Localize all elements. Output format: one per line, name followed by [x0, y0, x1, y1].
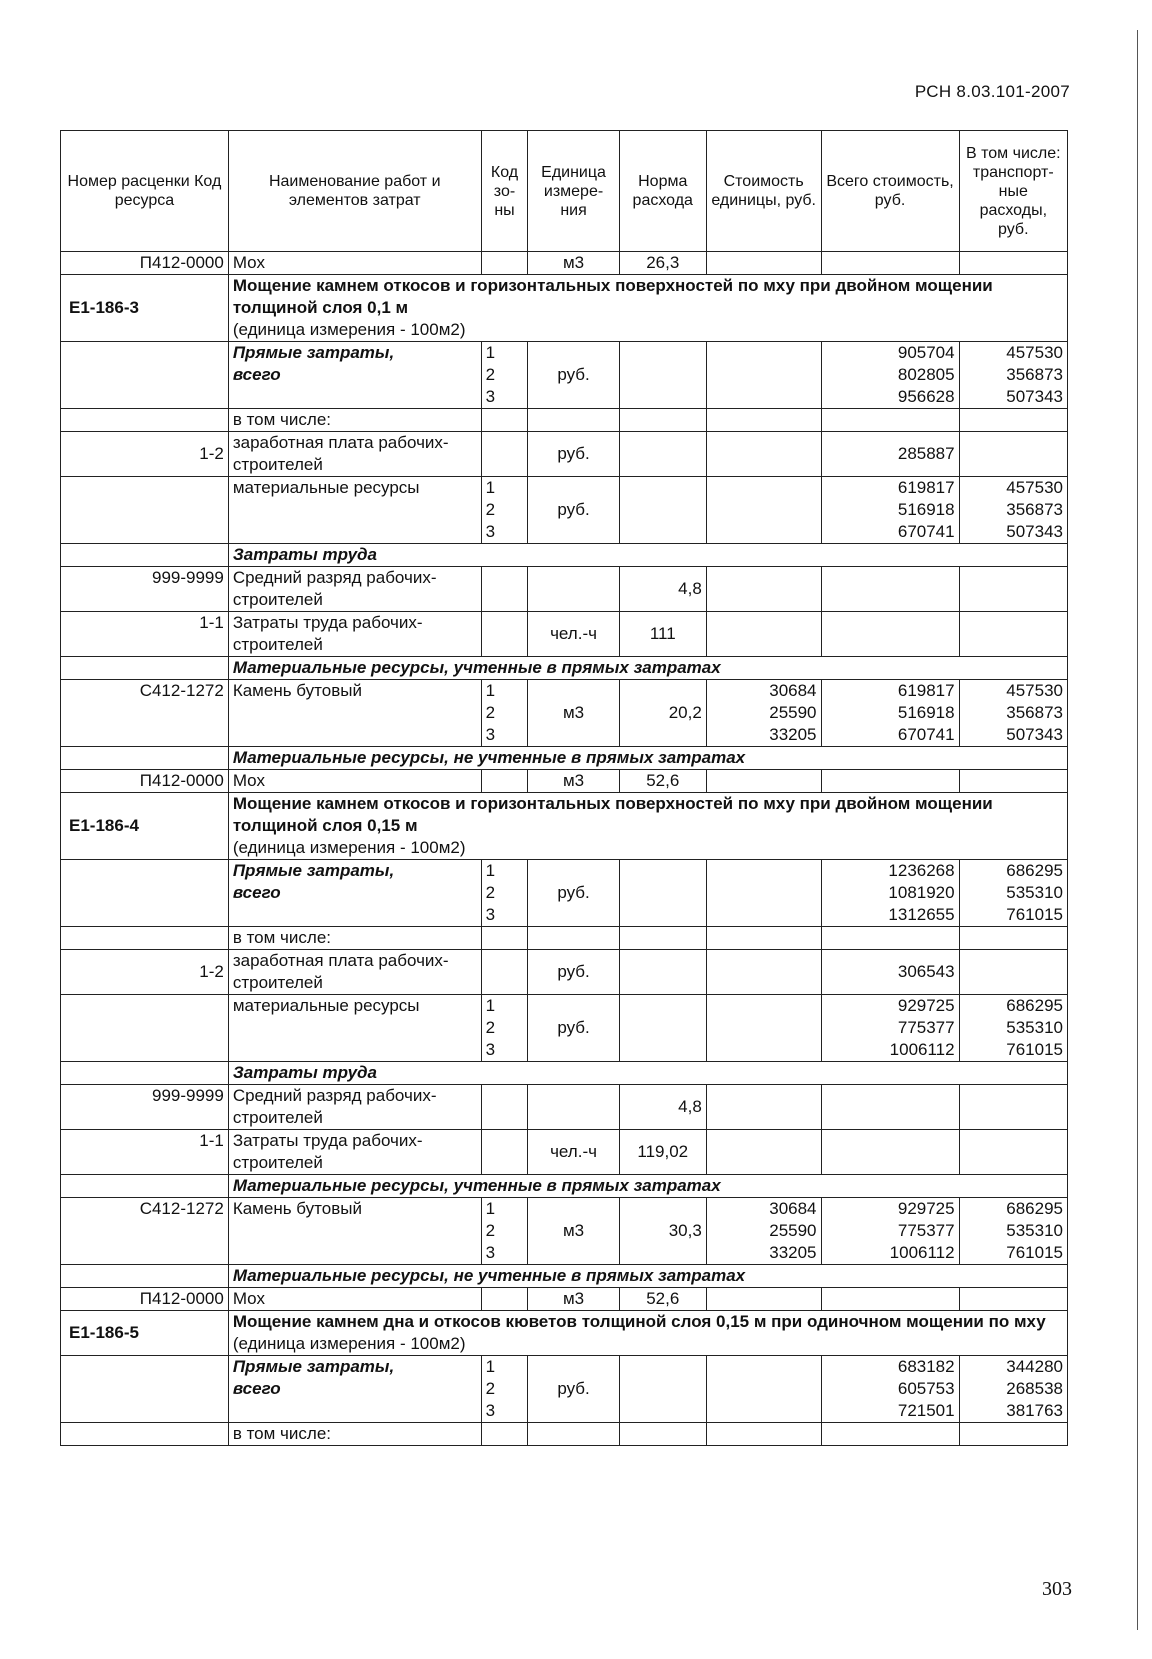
rate-title: Мощение камнем откосов и горизонтальных поверхностей по мху при двойном мощении толщиной слоя 0,1 м: [232, 276, 993, 317]
value: 1312655: [888, 905, 955, 924]
value: 356873: [1006, 703, 1063, 722]
value: 25590: [769, 703, 817, 722]
norm: 4,8: [619, 567, 706, 612]
direct-costs-label: Прямые затраты,: [232, 1357, 395, 1376]
value: 1006112: [889, 1040, 955, 1059]
value: 507343: [1006, 522, 1063, 541]
value: 686295: [1006, 1199, 1063, 1218]
avg-grade-label: Средний разряд рабочих-строителей: [228, 1085, 481, 1130]
section-row: [61, 657, 1068, 680]
labor-cost-label: Затраты труда рабочих-строителей: [228, 1130, 481, 1175]
table-row: [61, 860, 1068, 927]
zone-2: 2: [485, 1379, 496, 1398]
norm: 26,3: [619, 252, 706, 275]
rate-title: Мощение камнем откосов и горизонтальных поверхностей по мху при двойном мощении толщиной слоя 0,15 м: [232, 794, 993, 835]
price-table: [60, 130, 1068, 1446]
resource-code: П412-0000: [61, 252, 229, 275]
section-row: [61, 544, 1068, 567]
unit: руб.: [528, 342, 619, 409]
section-row: [61, 747, 1068, 770]
resource-code: С412-1272: [61, 680, 229, 747]
norm: 4,8: [619, 1085, 706, 1130]
direct-costs-label-2: всего: [232, 1379, 281, 1398]
value: 1081920: [888, 883, 955, 902]
resource-code: С412-1272: [61, 1198, 229, 1265]
zone-3: 3: [485, 1401, 496, 1420]
zone-1: 1: [485, 861, 496, 880]
zone-1: 1: [485, 1199, 496, 1218]
table-row: [61, 950, 1068, 995]
col-header-unit: Единица измере- ния: [528, 131, 619, 252]
table-row: [61, 432, 1068, 477]
table-row: [61, 342, 1068, 409]
value: 721501: [897, 1401, 955, 1420]
value: 775377: [897, 1018, 955, 1037]
table-row: [61, 1288, 1068, 1311]
value: 686295: [1006, 996, 1063, 1015]
norm: 119,02: [619, 1130, 706, 1175]
direct-costs-label-2: всего: [232, 883, 281, 902]
materials-label: материальные ресурсы: [228, 995, 481, 1062]
value: 285887: [821, 432, 959, 477]
zone-1: 1: [485, 343, 496, 362]
page-number: 303: [1042, 1578, 1072, 1600]
value: 761015: [1006, 905, 1063, 924]
col-header-norm: Норма расхода: [619, 131, 706, 252]
col-header-unit-cost: Стоимость единицы, руб.: [706, 131, 821, 252]
col-header-name: Наименование работ и элементов затрат: [228, 131, 481, 252]
value: 356873: [1006, 500, 1063, 519]
unit: руб.: [528, 995, 619, 1062]
value: 535310: [1006, 883, 1063, 902]
norm: 111: [619, 612, 706, 657]
materials-label: материальные ресурсы: [228, 477, 481, 544]
avg-grade-label: Средний разряд рабочих-строителей: [228, 567, 481, 612]
table-row: [61, 1085, 1068, 1130]
value: 929725: [897, 996, 955, 1015]
zone-1: 1: [485, 478, 496, 497]
table-row: [61, 680, 1068, 747]
unit: чел.-ч: [528, 1130, 619, 1175]
value: 619817: [897, 681, 955, 700]
resource-name: Мох: [228, 770, 481, 793]
value: 516918: [897, 500, 955, 519]
resource-code: 1-1: [61, 1130, 229, 1175]
table-row: [61, 1130, 1068, 1175]
value: 535310: [1006, 1221, 1063, 1240]
section-labor: Затраты труда: [228, 544, 1067, 567]
wage-label: заработная плата рабочих-строителей: [228, 432, 481, 477]
resource-code: 999-9999: [61, 567, 229, 612]
value: 457530: [1006, 478, 1063, 497]
zone-3: 3: [485, 1243, 496, 1262]
zone-2: 2: [485, 1018, 496, 1037]
resource-name: Камень бутовый: [228, 1198, 481, 1265]
value: 775377: [897, 1221, 955, 1240]
including-label: в том числе:: [228, 927, 481, 950]
col-header-transport: В том числе: транспорт- ные расходы, руб.: [959, 131, 1067, 252]
unit: м3: [528, 1288, 619, 1311]
unit: м3: [528, 1198, 619, 1265]
table-row: [61, 927, 1068, 950]
value: 381763: [1006, 1401, 1063, 1420]
zone-1: 1: [485, 681, 496, 700]
labor-cost-label: Затраты труда рабочих-строителей: [228, 612, 481, 657]
zone-2: 2: [485, 703, 496, 722]
table-row: [61, 612, 1068, 657]
rate-title-row: [61, 793, 1068, 860]
value: 535310: [1006, 1018, 1063, 1037]
table-row: [61, 770, 1068, 793]
section-materials-included: Материальные ресурсы, учтенные в прямых затратах: [228, 1175, 1067, 1198]
col-header-zone: Код зо- ны: [481, 131, 528, 252]
section-row: [61, 1062, 1068, 1085]
value: 670741: [897, 522, 955, 541]
unit: руб.: [528, 477, 619, 544]
unit: чел.-ч: [528, 612, 619, 657]
rate-code: Е1-186-3: [61, 275, 229, 342]
table-row: [61, 1198, 1068, 1265]
col-header-code: Номер расценки Код ресурса: [61, 131, 229, 252]
resource-name: Камень бутовый: [228, 680, 481, 747]
table-row: [61, 995, 1068, 1062]
direct-costs-label-2: всего: [232, 365, 281, 384]
norm: 52,6: [619, 770, 706, 793]
value: 33205: [769, 725, 817, 744]
rate-title: Мощение камнем дна и откосов кюветов толщиной слоя 0,15 м при одиночном мощении по мху: [232, 1312, 1046, 1331]
norm: 52,6: [619, 1288, 706, 1311]
value: 268538: [1006, 1379, 1063, 1398]
value: 507343: [1006, 387, 1063, 406]
value: 905704: [897, 343, 955, 362]
resource-code: 999-9999: [61, 1085, 229, 1130]
value: 25590: [769, 1221, 817, 1240]
table-row: [61, 409, 1068, 432]
zone-3: 3: [485, 905, 496, 924]
zone-2: 2: [485, 500, 496, 519]
resource-code: П412-0000: [61, 770, 229, 793]
col-header-total: Всего стоимость, руб.: [821, 131, 959, 252]
value: 30684: [769, 1199, 817, 1218]
value: 457530: [1006, 681, 1063, 700]
resource-name: Мох: [228, 252, 481, 275]
norm: 30,3: [619, 1198, 706, 1265]
table-row: [61, 477, 1068, 544]
value: 605753: [897, 1379, 955, 1398]
norm: 20,2: [619, 680, 706, 747]
resource-code: 1-2: [61, 950, 229, 995]
resource-code: 1-1: [61, 612, 229, 657]
unit: м3: [528, 252, 619, 275]
rate-title-row: [61, 275, 1068, 342]
section-row: [61, 1175, 1068, 1198]
direct-costs-label: Прямые затраты,: [232, 343, 395, 362]
zone-2: 2: [485, 1221, 496, 1240]
value: 683182: [897, 1357, 955, 1376]
unit: руб.: [528, 432, 619, 477]
unit: м3: [528, 770, 619, 793]
value: 344280: [1006, 1357, 1063, 1376]
rate-unit-note: (единица измерения - 100м2): [232, 320, 466, 339]
zone-3: 3: [485, 1040, 496, 1059]
rate-title-row: [61, 1311, 1068, 1356]
unit: руб.: [528, 1356, 619, 1423]
unit: м3: [528, 680, 619, 747]
value: 929725: [897, 1199, 955, 1218]
table-row: [61, 252, 1068, 275]
unit: руб.: [528, 950, 619, 995]
zone-1: 1: [485, 1357, 496, 1376]
rate-unit-note: (единица измерения - 100м2): [232, 838, 466, 857]
table-row: [61, 1356, 1068, 1423]
resource-name: Мох: [228, 1288, 481, 1311]
value: 516918: [897, 703, 955, 722]
section-materials-included: Материальные ресурсы, учтенные в прямых затратах: [228, 657, 1067, 680]
value: 761015: [1006, 1040, 1063, 1059]
value: 802805: [897, 365, 955, 384]
direct-costs-label: Прямые затраты,: [232, 861, 395, 880]
section-materials-excluded: Материальные ресурсы, не учтенные в прямых затратах: [228, 1265, 1067, 1288]
zone-3: 3: [485, 725, 496, 744]
value: 761015: [1006, 1243, 1063, 1262]
page-edge-line: [1137, 30, 1138, 1630]
resource-code: 1-2: [61, 432, 229, 477]
table-row: [61, 1423, 1068, 1446]
zone-2: 2: [485, 883, 496, 902]
value: 956628: [897, 387, 955, 406]
zone-2: 2: [485, 365, 496, 384]
zone-3: 3: [485, 387, 496, 406]
including-label: в том числе:: [228, 409, 481, 432]
value: 686295: [1006, 861, 1063, 880]
document-code: РСН 8.03.101-2007: [914, 82, 1070, 101]
value: 33205: [769, 1243, 817, 1262]
value: 306543: [821, 950, 959, 995]
value: 30684: [769, 681, 817, 700]
resource-code: П412-0000: [61, 1288, 229, 1311]
value: 356873: [1006, 365, 1063, 384]
rate-unit-note: (единица измерения - 100м2): [232, 1334, 466, 1353]
value: 1236268: [888, 861, 955, 880]
value: 457530: [1006, 343, 1063, 362]
rate-code: Е1-186-5: [61, 1311, 229, 1356]
zone-3: 3: [485, 522, 496, 541]
value: 670741: [897, 725, 955, 744]
section-row: [61, 1265, 1068, 1288]
table-row: [61, 567, 1068, 612]
including-label: в том числе:: [228, 1423, 481, 1446]
unit: руб.: [528, 860, 619, 927]
section-labor: Затраты труда: [228, 1062, 1067, 1085]
zone-1: 1: [485, 996, 496, 1015]
wage-label: заработная плата рабочих-строителей: [228, 950, 481, 995]
rate-code: Е1-186-4: [61, 793, 229, 860]
value: 1006112: [889, 1243, 955, 1262]
table-header-row: [61, 131, 1068, 252]
value: 507343: [1006, 725, 1063, 744]
section-materials-excluded: Материальные ресурсы, не учтенные в прямых затратах: [228, 747, 1067, 770]
value: 619817: [897, 478, 955, 497]
